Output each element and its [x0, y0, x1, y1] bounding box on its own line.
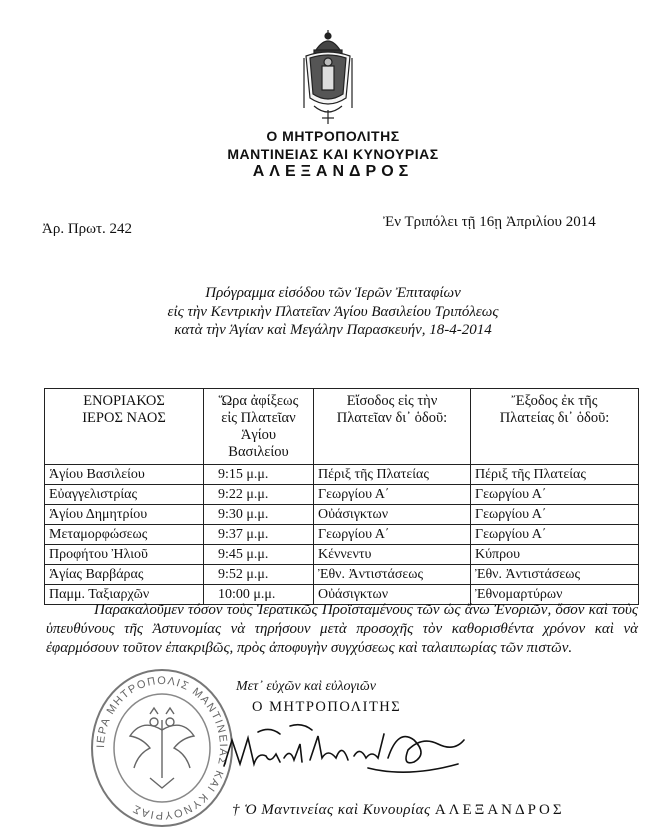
cell-exit: Ἐθνομαρτύρων [471, 585, 639, 605]
title-line-1: Πρόγραμμα εἰσόδου τῶν Ἱερῶν Ἐπιταφίων [205, 285, 461, 301]
header-line-1: Ο ΜΗΤΡΟΠΟΛΙΤΗΣ [266, 128, 400, 144]
letter-date: Ἐν Τριπόλει τῇ 16ῃ Ἀπριλίου 2014 [383, 214, 596, 230]
cell-parish: Παμμ. Ταξιαρχῶν [45, 585, 204, 605]
footer-signature-line [232, 802, 565, 819]
table-row [45, 485, 639, 505]
cell-parish: Ἁγίου Δημητρίου [45, 505, 204, 525]
footer-prefix: † Ὁ Μαντινείας καὶ Κυνουρίας [232, 802, 431, 818]
table-row [45, 505, 639, 525]
cell-entry: Οὐάσιγκτων [314, 505, 471, 525]
header-entry-route: Εἴσοδος εἰς τὴν Πλατεῖαν δι᾽ ὁδοῦ: [314, 389, 471, 465]
cell-parish: Μεταμορφώσεως [45, 525, 204, 545]
instruction-paragraph [46, 601, 638, 658]
cell-exit: Ἐθν. Ἀντιστάσεως [471, 565, 639, 585]
cell-parish: Ἁγίου Βασιλείου [45, 465, 204, 485]
cell-parish: Ἁγίας Βαρβάρας [45, 565, 204, 585]
cell-parish: Εὐαγγελιστρίας [45, 485, 204, 505]
cell-entry: Γεωργίου Α΄ [314, 525, 471, 545]
table-row [45, 465, 639, 485]
protocol-number: Ἀρ. Πρωτ. 242 [42, 221, 133, 237]
cell-entry: Οὐάσιγκτων [314, 585, 471, 605]
cell-exit: Γεωργίου Α΄ [471, 525, 639, 545]
cell-entry: Πέριξ τῆς Πλατείας [314, 465, 471, 485]
cell-entry: Γεωργίου Α΄ [314, 485, 471, 505]
cell-time: 9:22 μ.μ. [204, 485, 314, 505]
header-arrival-time: Ὥρα ἀφίξεως εἰς Πλατεῖαν Ἁγίου Βασιλείου [204, 389, 314, 465]
svg-text:ΙΕΡΑ ΜΗΤΡΟΠΟΛΙΣ ΜΑΝΤΙΝΕΙΑΣ ΚΑΙ: ΙΕΡΑ ΜΗΤΡΟΠΟΛΙΣ ΜΑΝΤΙΝΕΙΑΣ ΚΑΙ ΚΥΝΟΥΡΙΑΣ [94, 674, 230, 822]
cell-exit: Γεωργίου Α΄ [471, 485, 639, 505]
closing-greeting: Μετ᾽ εὐχῶν καὶ εὐλογιῶν [236, 679, 377, 694]
cell-time: 9:37 μ.μ. [204, 525, 314, 545]
handwritten-signature-icon [218, 718, 470, 784]
cell-time: 9:15 μ.μ. [204, 465, 314, 485]
header-name: ΑΛΕΞΑΝΔΡΟΣ [252, 163, 414, 180]
header-parish: ΕΝΟΡΙΑΚΟΣ ΙΕΡΟΣ ΝΑΟΣ [45, 389, 204, 465]
table-row [45, 525, 639, 545]
cell-entry: Ἐθν. Ἀντιστάσεως [314, 565, 471, 585]
metropolis-crest-icon [300, 28, 356, 126]
header-exit-route: Ἔξοδος ἐκ τῆς Πλατείας δι᾽ ὁδοῦ: [471, 389, 639, 465]
cell-time: 9:30 μ.μ. [204, 505, 314, 525]
cell-entry: Κέννεντυ [314, 545, 471, 565]
table-row [45, 565, 639, 585]
metropolis-seal-icon [90, 668, 234, 828]
cell-time: 9:52 μ.μ. [204, 565, 314, 585]
cell-exit: Γεωργίου Α΄ [471, 505, 639, 525]
cell-exit: Πέριξ τῆς Πλατείας [471, 465, 639, 485]
title-line-3: κατὰ τὴν Ἁγίαν καὶ Μεγάλην Παρασκευήν, 18-4-2014 [174, 322, 492, 338]
cell-exit: Κύπρου [471, 545, 639, 565]
signatory-title: Ο ΜΗΤΡΟΠΟΛΙΤΗΣ [252, 699, 402, 715]
cell-time: 9:45 μ.μ. [204, 545, 314, 565]
paragraph-text: Παρακαλοῦμεν τόσον τοὺς Ἱερατικῶς Προϊσταμένους τῶν ὡς ἄνω Ἐνοριῶν, ὅσον καὶ τοὺς ὑπευθύνους τῆς Ἀστυνομίας νὰ τηρήσουν μετὰ προσοχῆς τὸν καθορισθέντα χρόνον καὶ νὰ ἐφαρμόσουν τοῦτον ἐπακριβῶς, πρὸς ἀποφυγὴν συγχύσεως καὶ ταλαιπωρίας τῶν πιστῶν. [46, 602, 638, 656]
header-line-2: ΜΑΝΤΙΝΕΙΑΣ ΚΑΙ ΚΥΝΟΥΡΙΑΣ [227, 146, 439, 162]
table-header-row [45, 389, 639, 465]
title-line-2: εἰς τὴν Κεντρικὴν Πλατεῖαν Ἁγίου Βασιλείου Τριπόλεως [167, 304, 499, 320]
footer-name: ΑΛΕΞΑΝΔΡΟΣ [434, 802, 565, 818]
cell-parish: Προφήτου Ἠλιοῦ [45, 545, 204, 565]
cell-time: 10:00 μ.μ. [204, 585, 314, 605]
schedule-table [44, 388, 639, 605]
table-row [45, 545, 639, 565]
